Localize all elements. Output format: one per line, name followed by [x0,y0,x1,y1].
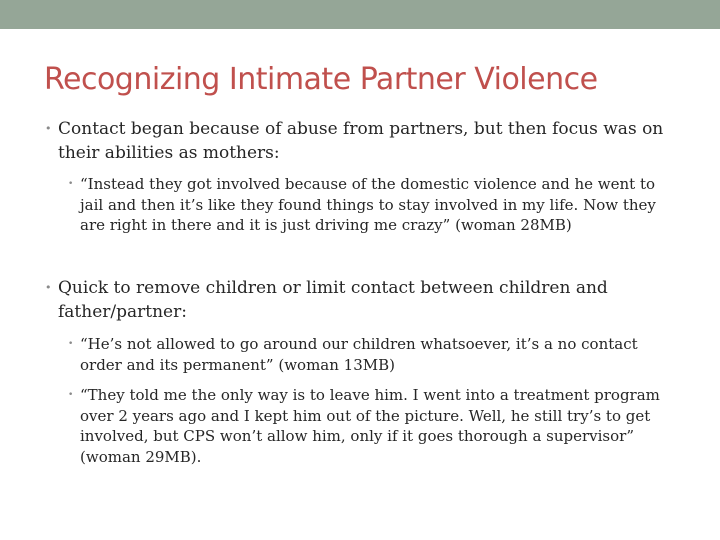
bullet-dot-icon: • [68,339,74,349]
bullet-dot-icon: • [68,390,74,400]
sub-bullet-quote-13mb [68,334,680,375]
sub-bullet-quote-28mb [68,174,680,236]
bullet-dot-icon: • [68,179,74,189]
slide-title: Recognizing Intimate Partner Violence [44,62,598,97]
sub-bullet-text: “Instead they got involved because of the domestic violence and he went to jail and then it’s like they found things to stay involved in my life. Now they are right in there and it is just driving me crazy” (woman 28MB) [80,175,656,234]
sub-bullet-quote-29mb [68,385,680,467]
sub-bullet-text: “They told me the only way is to leave him. I went into a treatment program over 2 years ago and I kept him out of the picture. Well, he still try’s to get involved, but CPS won’t allow him, only if it goes thorough a supervisor” (woman 29MB). [80,386,660,466]
sub-bullet-text: “He’s not allowed to go around our children whatsoever, it’s a no contact order and its permanent” (woman 13MB) [80,335,638,374]
bullet-dot-icon: • [45,122,52,135]
bullet-text: Contact began because of abuse from partners, but then focus was on their abilities as mothers: [58,119,664,163]
bullet-dot-icon: • [45,281,52,294]
bullet-contact [45,117,698,165]
bullet-text: Quick to remove children or limit contact between children and father/partner: [58,278,608,322]
bullet-remove-children [45,276,698,324]
